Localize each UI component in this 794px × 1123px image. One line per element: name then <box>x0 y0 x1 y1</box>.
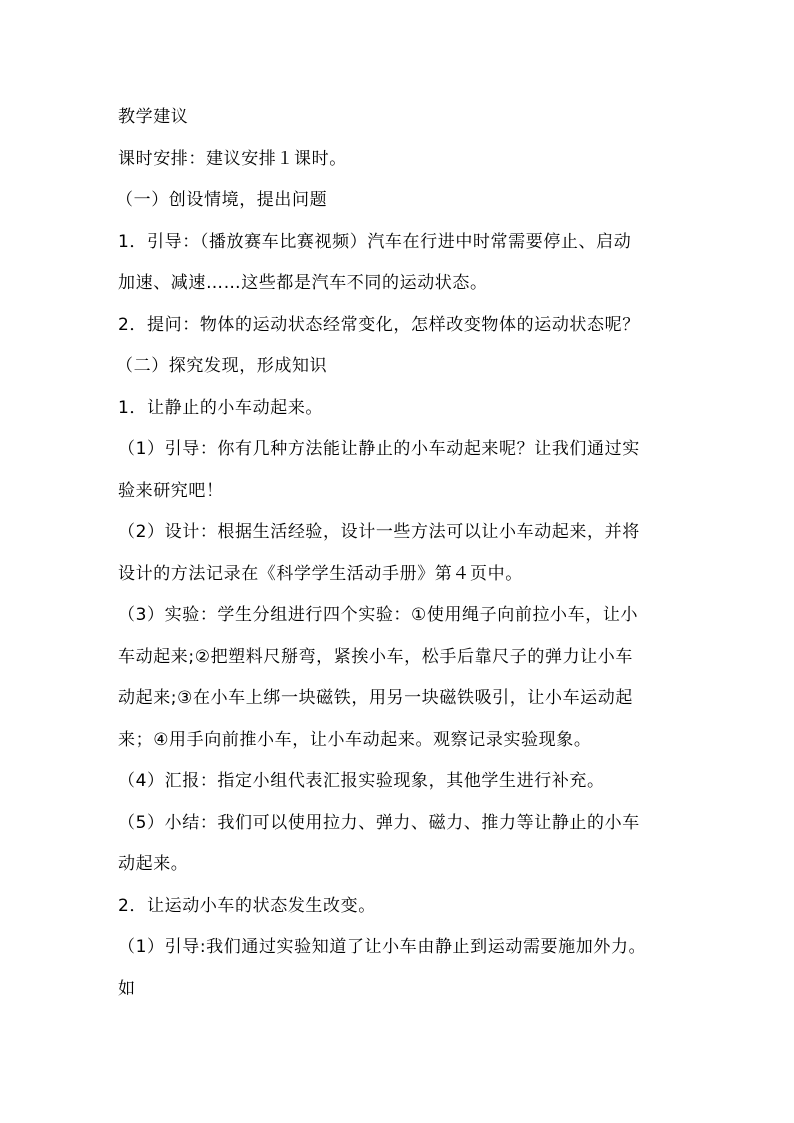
section-heading: 教学建议 <box>118 107 189 127</box>
text-line: （3）实验：学生分组进行四个实验：①使用绳子向前拉小车，让小 <box>118 605 639 625</box>
text-line: 车动起来;②把塑料尺掰弯，紧挨小车，松手后靠尺子的弹力让小车 <box>118 647 633 667</box>
text-line: 如 <box>118 979 136 999</box>
text-line: 设计的方法记录在《科学学生活动手册》第４页中。 <box>118 564 523 584</box>
text-line: 来；④用手向前推小车，让小车动起来。观察记录实验现象。 <box>118 730 592 750</box>
text-line: 验来研究吧！ <box>118 481 224 501</box>
text-line: （2）设计：根据生活经验，设计一些方法可以让小车动起来，并将 <box>118 522 640 542</box>
text-line: 2．提问：物体的运动状态经常变化，怎样改变物体的运动状态呢？ <box>118 315 640 335</box>
text-line: 1．引导：（播放赛车比赛视频）汽车在行进中时常需要停止、启动 <box>118 232 632 252</box>
text-line: 1．让静止的小车动起来。 <box>118 398 324 418</box>
subsection-heading: （一）创设情境，提出问题 <box>116 190 328 210</box>
text-line: （1）引导：你有几种方法能让静止的小车动起来呢？让我们通过实 <box>118 439 640 459</box>
text-line: （5）小结：我们可以使用拉力、弹力、磁力、推力等让静止的小车 <box>118 813 640 833</box>
subsection-heading: （二）探究发现，形成知识 <box>116 356 328 376</box>
text-line: （1）引导:我们通过实验知道了让小车由静止到运动需要施加外力。 <box>118 937 647 957</box>
text-line: 课时安排：建议安排１课时。 <box>118 149 347 169</box>
text-line: 动起来;③在小车上绑一块磁铁，用另一块磁铁吸引，让小车运动起 <box>118 688 633 708</box>
text-line: 2．让运动小车的状态发生改变。 <box>118 896 376 916</box>
text-line: 加速、减速……这些都是汽车不同的运动状态。 <box>118 273 488 293</box>
text-line: （4）汇报：指定小组代表汇报实验现象，其他学生进行补充。 <box>118 771 605 791</box>
text-line: 动起来。 <box>118 854 189 874</box>
